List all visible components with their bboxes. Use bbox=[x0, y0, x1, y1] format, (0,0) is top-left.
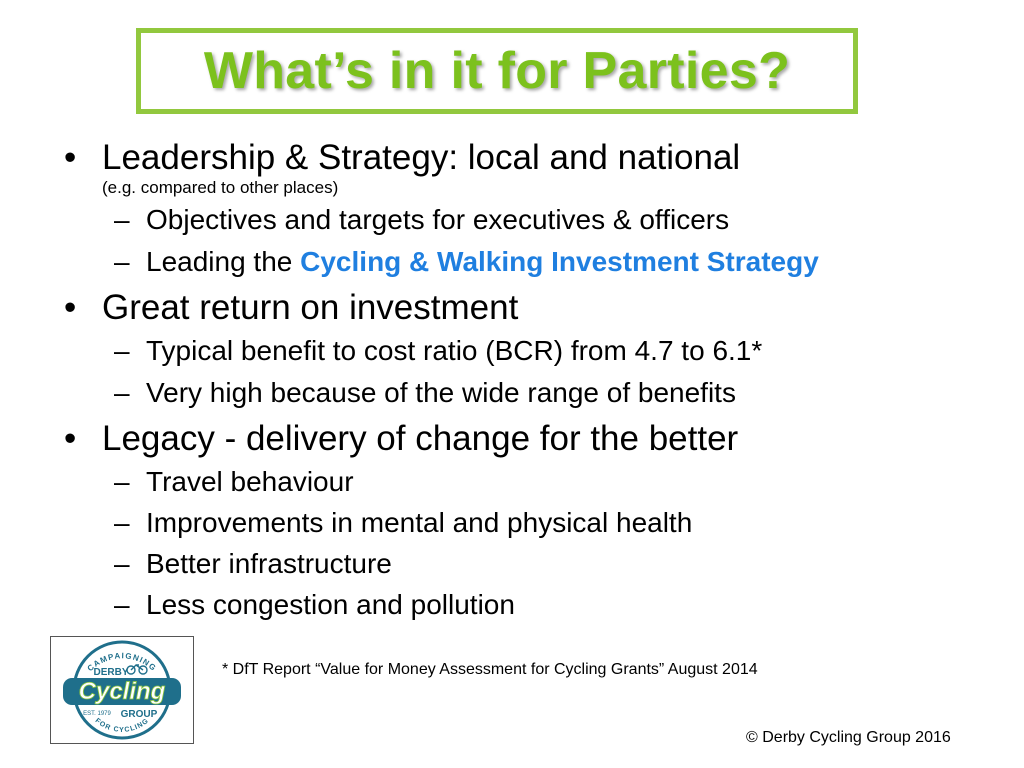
sub-item-text: Typical benefit to cost ratio (BCR) from 4.7 to 6.1* bbox=[146, 335, 763, 366]
bullet-icon: • bbox=[64, 419, 77, 458]
footnote: * DfT Report “Value for Money Assessment for Cycling Grants” August 2014 bbox=[222, 661, 758, 678]
sub-item-text: Objectives and targets for executives & officers bbox=[146, 204, 730, 235]
dash-icon: – bbox=[114, 507, 130, 538]
sub-item-leading bbox=[114, 246, 819, 278]
sub-item-text: Very high because of the wide range of benefits bbox=[146, 377, 736, 408]
bullet-text: Leadership & Strategy: local and national bbox=[102, 138, 741, 177]
dash-icon: – bbox=[114, 377, 130, 408]
bullet-item-legacy bbox=[64, 419, 738, 459]
dash-icon: – bbox=[114, 466, 130, 497]
bullet-item-leadership bbox=[64, 138, 740, 178]
dash-icon: – bbox=[114, 548, 130, 579]
slide-title: What’s in it for Parties? bbox=[203, 42, 791, 100]
sub-item-text: Travel behaviour bbox=[146, 466, 354, 497]
sub-item-text: Better infrastructure bbox=[146, 548, 392, 579]
sub-item-text: Leading the bbox=[146, 246, 301, 277]
bullet-icon: • bbox=[64, 138, 77, 177]
logo-cycling: Cycling bbox=[78, 678, 166, 705]
logo-top-arc-text: CAMPAIGNING bbox=[85, 651, 159, 674]
sub-item-text: Less congestion and pollution bbox=[146, 589, 515, 620]
bullet-note: (e.g. compared to other places) bbox=[102, 178, 339, 197]
bullet-text: Great return on investment bbox=[102, 288, 519, 327]
logo-graphic bbox=[51, 637, 193, 743]
strategy-highlight: Cycling & Walking Investment Strategy bbox=[300, 246, 819, 277]
sub-item-benefits bbox=[114, 377, 736, 409]
sub-item-objectives bbox=[114, 204, 729, 236]
copyright: © Derby Cycling Group 2016 bbox=[746, 729, 951, 746]
logo-group: GROUP bbox=[120, 709, 158, 720]
title-box bbox=[136, 28, 858, 114]
sub-item-text: Improvements in mental and physical health bbox=[146, 507, 693, 538]
dash-icon: – bbox=[114, 335, 130, 366]
logo-bottom-arc-text: FOR CYCLING bbox=[93, 717, 151, 734]
logo-derby: DERBY bbox=[93, 667, 129, 678]
derby-cycling-group-logo bbox=[50, 636, 194, 744]
dash-icon: – bbox=[114, 589, 130, 620]
sub-item-travel bbox=[114, 466, 354, 498]
bullet-item-return bbox=[64, 288, 518, 328]
bullet-text: Legacy - delivery of change for the better bbox=[102, 419, 739, 458]
dash-icon: – bbox=[114, 246, 130, 277]
sub-item-infrastructure bbox=[114, 548, 392, 580]
sub-item-congestion bbox=[114, 589, 515, 621]
logo-est: EST. 1979 bbox=[83, 711, 111, 717]
sub-item-health bbox=[114, 507, 692, 539]
dash-icon: – bbox=[114, 204, 130, 235]
sub-item-bcr bbox=[114, 335, 762, 367]
bullet-icon: • bbox=[64, 288, 77, 327]
